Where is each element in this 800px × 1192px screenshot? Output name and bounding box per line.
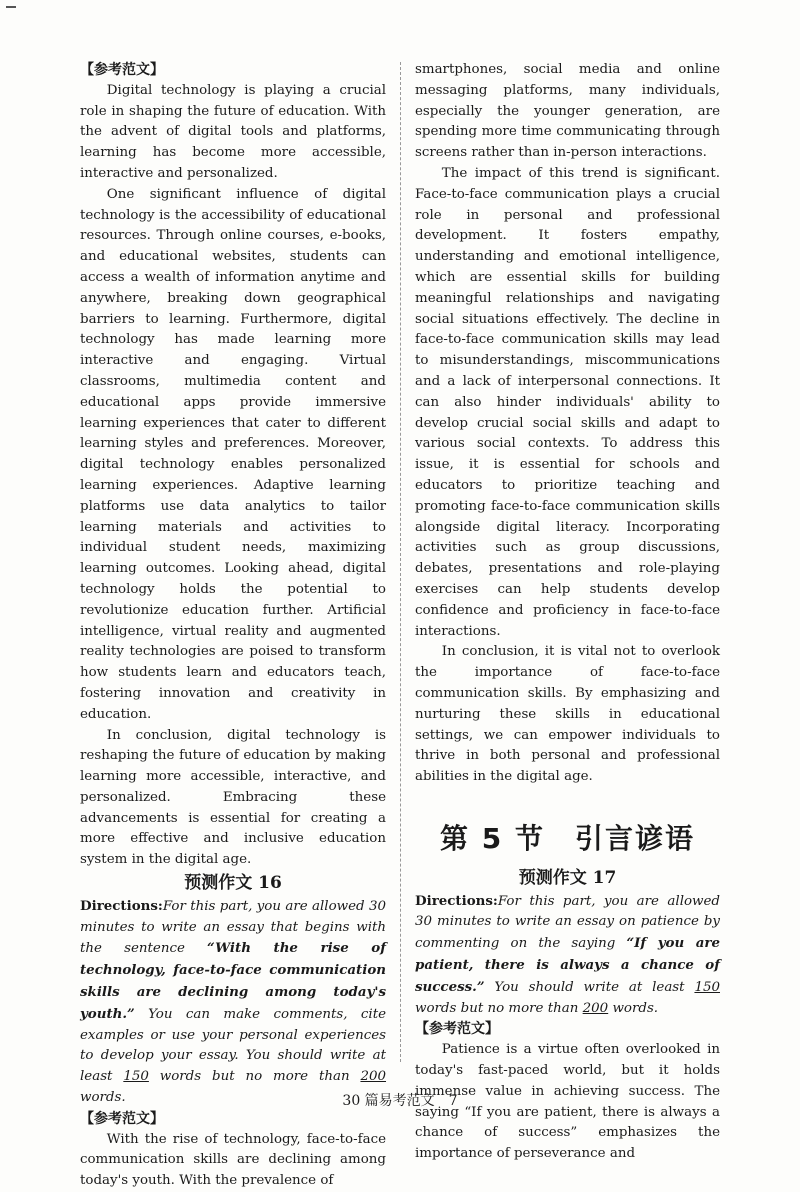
essay15-paragraph-1: Digital technology is playing a crucial role in shaping the future of education. With the advent of digital tools and platforms, learning has become more accessible, interactive and personalized. [80,82,386,181]
right-column [415,60,720,1165]
essay16-paragraph-2: The impact of this trend is significant. Face-to-face communication plays a crucial role in personal and professional development. It fosters empathy, understanding and emotional intelligence, which are essential skills for building meaningful relationships and navigating social situations effectively. The decline in face-to-face communication skills may lead to misunderstandings, miscommunications and a lack of interpersonal connections. It can also hinder individuals' ability to develop crucial social skills and adapt to various social contexts. To address this issue, it is essential for schools and educators to prioritize teaching and promoting face-to-face communication skills alongside digital literacy. Incorporating activities such as group discussions, debates, presentations and role-playing exercises can help students develop confidence and proficiency in face-to-face interactions. [415,165,720,639]
essay17-title: 预测作文 17 [518,867,617,888]
essay16-paragraph-1-cont: smartphones, social media and online messaging platforms, many individuals, especially the younger generation, are spending more time communicating through screens rather than in-person interactions. [415,62,720,161]
essay16-paragraph-1-start: With the rise of technology, face-to-face communication skills are declining among today's youth. With the prevalence of [80,1131,386,1189]
essay16-quote: “With the rise of technology, face-to-face communication skills are declining among today's youth.” [80,940,386,1022]
essay15-paragraph-2: One significant influence of digital technology is the accessibility of educational resources. Through online courses, e-books, and educational websites, students can access a wealth of information anytime and anywhere, breaking down geographical barriers to learning. Furthermore, digital technology has made learning more interactive and engaging. Virtual classrooms, multimedia content and educational apps provide immersive learning experiences that cater to different learning styles and preferences. Moreover, digital technology enables personalized learning experiences. Adaptive learning platforms use data analytics to tailor learning materials and activities to individual student needs, maximizing learning outcomes. Looking ahead, digital technology holds the potential to revolutionize education further. Artificial intelligence, virtual reality and augmented reality technologies are poised to transform how students learn and educators teach, fostering innovation and creativity in education. [80,186,386,722]
essay15-paragraph-3: In conclusion, digital technology is reshaping the future of education by making learning more accessible, interactive, and personalized. Embracing these advancements is essential for creating a more effective and inclusive education system in the digital age. [80,727,386,868]
min-words: 150 [123,1069,149,1085]
max-words: 200 [360,1069,387,1085]
essay17-directions: Directions:For this part, you are allowed 30 minutes to write an essay on patience by commenting on the saying “If you are patient, there is always a chance of success.” You should write at least 150 words but no more than 200 words. [415,892,720,1016]
max-words: 200 [582,1000,609,1016]
directions-label: Directions: [80,897,163,914]
essay17-quote: “If you are patient, there is always a chance of success.” [415,935,720,995]
essay16-title: 预测作文 16 [184,873,282,894]
corner-mark [6,6,16,8]
essay16-directions: Directions:For this part, you are allowed 30 minutes to write an essay that begins with the sentence “With the rise of technology, face-to-face communication skills are declining among today's youth.” You can make comments, cite examples or use your personal experiences to develop your essay. You should write at least 150 words but no more than 200 words. [80,897,387,1106]
sample-essay-heading-2: 【参考范文】 [80,1110,164,1127]
essay16-paragraph-3: In conclusion, it is vital not to overlook the importance of face-to-face communication skills. By emphasizing and nurturing these skills in educational settings, we can empower individuals to thrive in both personal and professional abilities in the digital age. [415,644,720,785]
chapter-title: 第 5 节 引言谚语 [440,821,695,855]
min-words: 150 [694,979,720,995]
column-divider [400,62,401,1062]
page-footer: 30 篇易考范文 7 [342,1093,458,1109]
essay17-paragraph-1: Patience is a virtue often overlooked in today's fast-paced world, but it holds immense value in achieving success. The saying “If you are patient, there is always a chance of success” emphasizes the importance of perseverance and [415,1042,720,1162]
left-column [80,60,386,1192]
sample-essay-heading: 【参考范文】 [80,62,164,78]
directions-label: Directions: [415,892,498,909]
sample-essay-heading-3: 【参考范文】 [415,1021,499,1038]
